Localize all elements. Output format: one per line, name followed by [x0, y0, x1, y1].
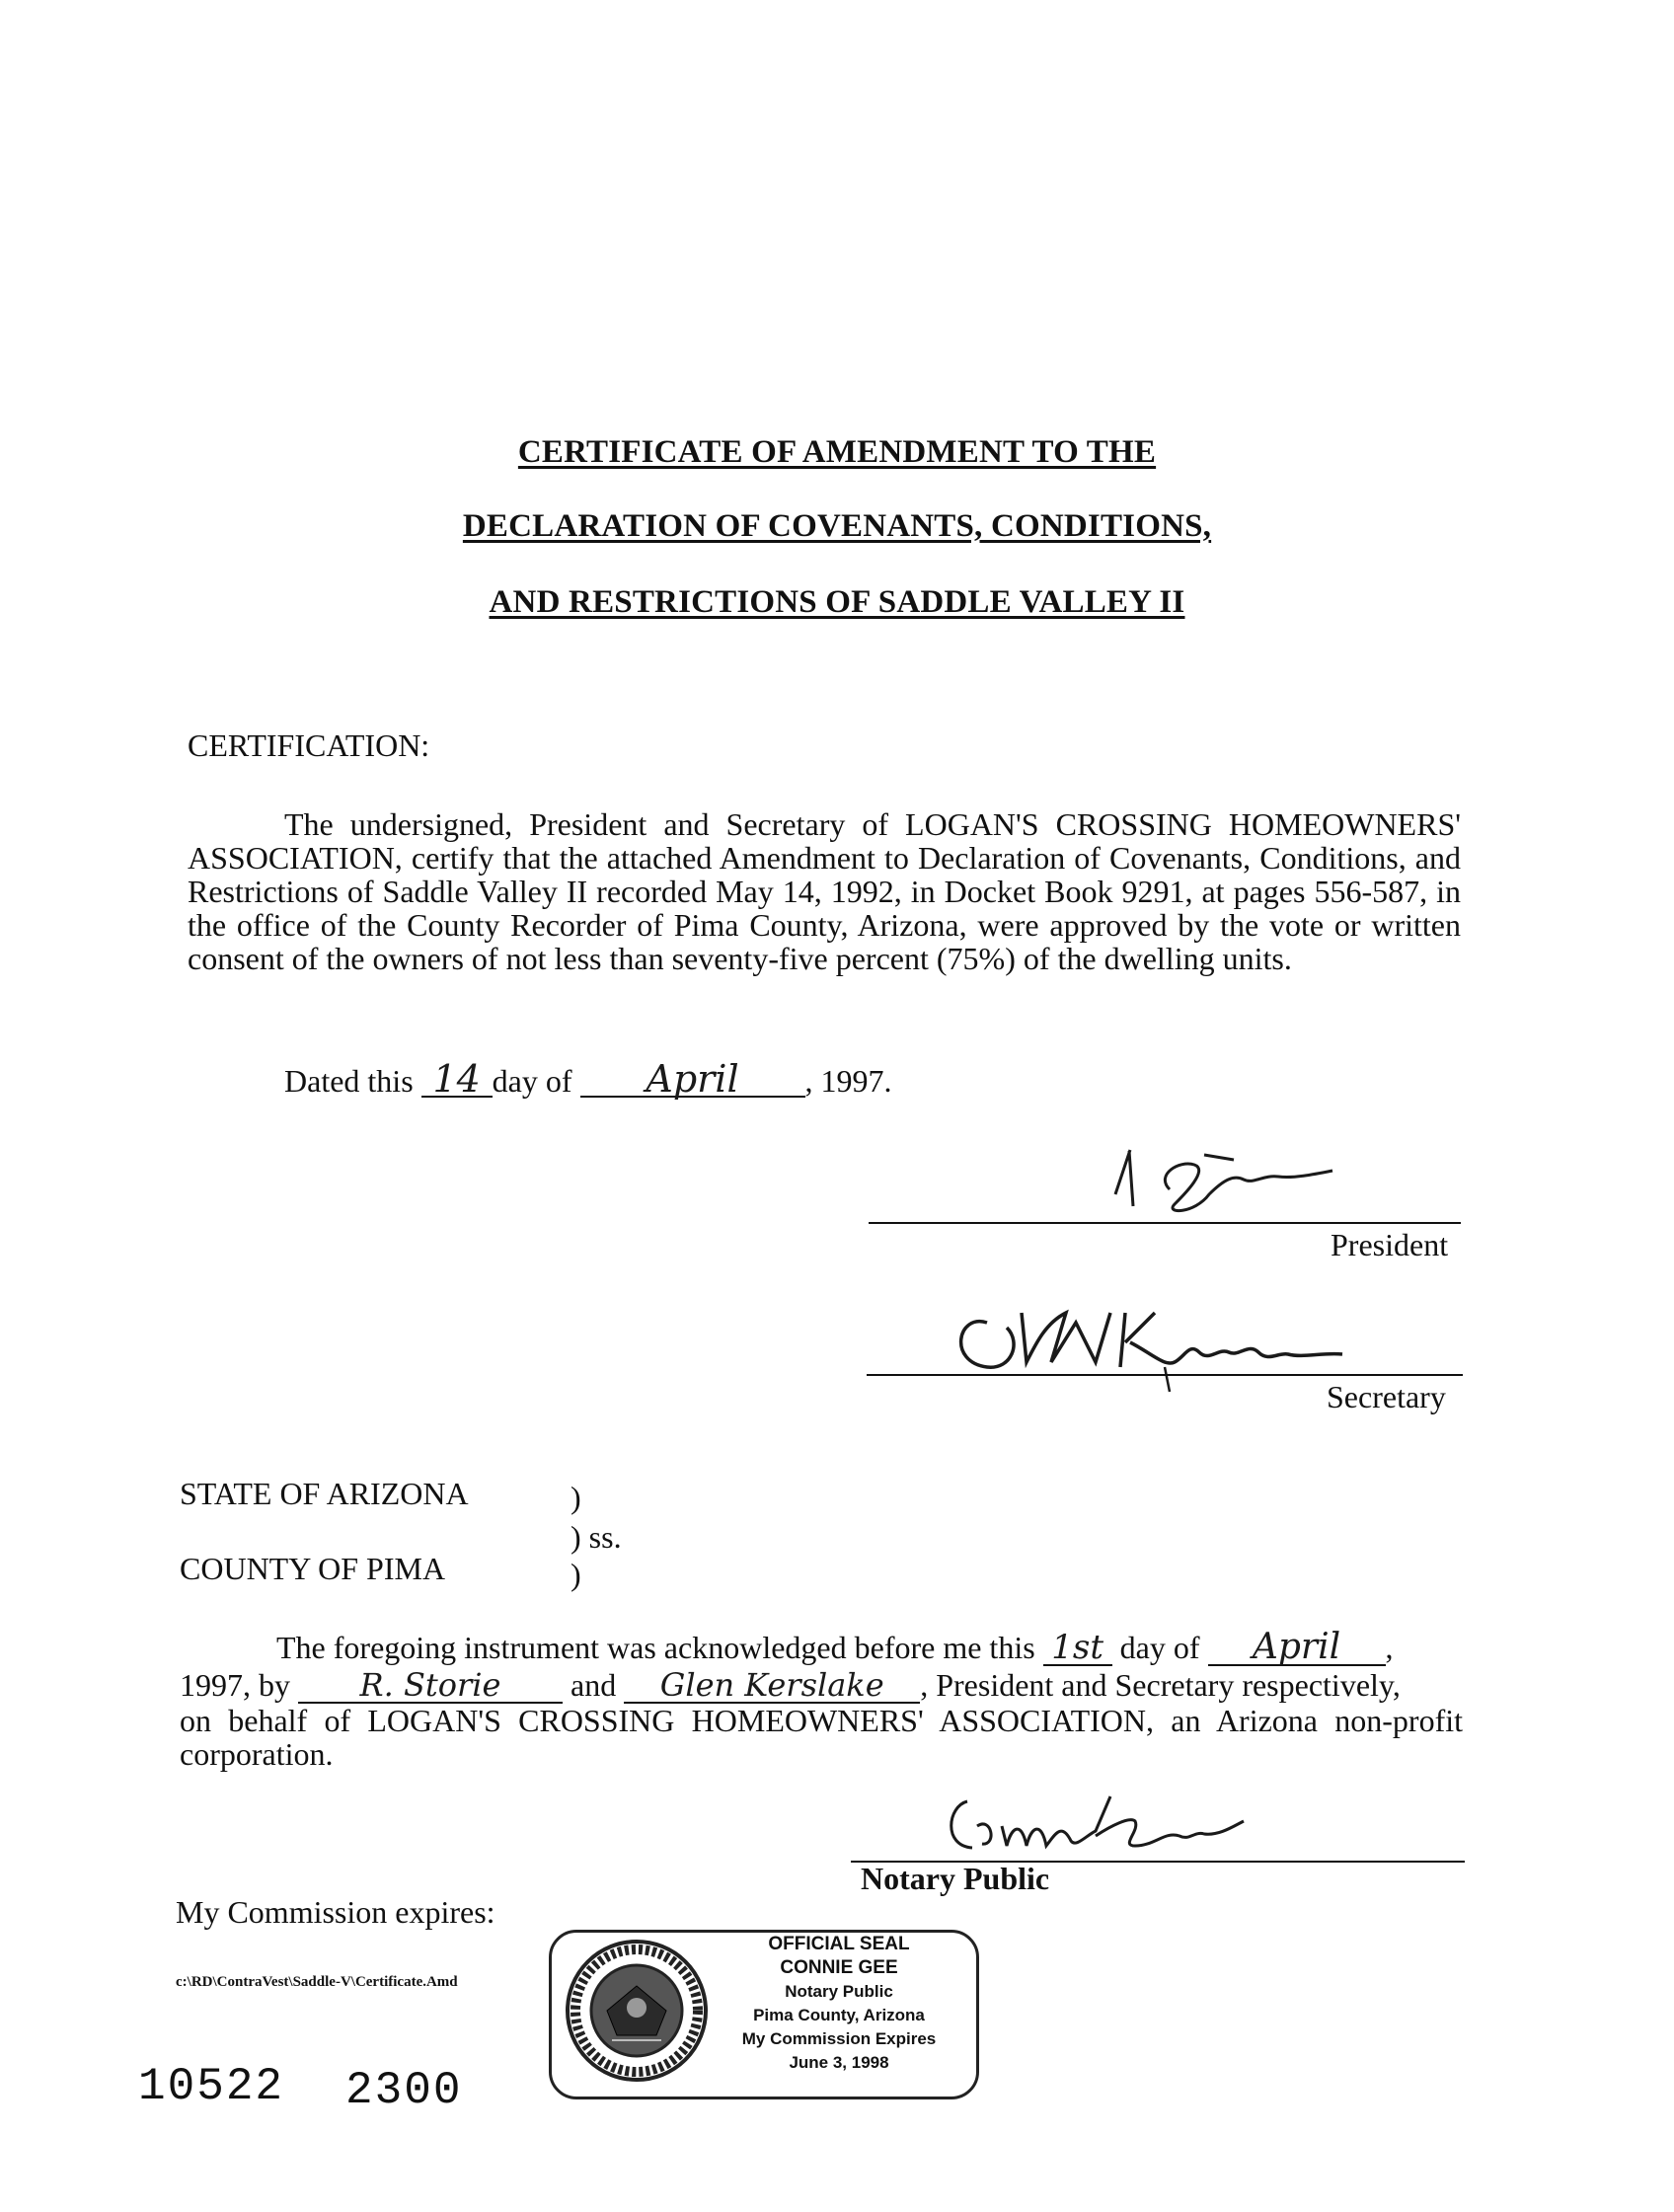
ack-part5: and	[571, 1667, 617, 1703]
secretary-signature-line	[867, 1374, 1463, 1376]
ack-part3: ,	[1385, 1630, 1394, 1665]
president-signature-line	[869, 1222, 1461, 1224]
ack-month-handwritten: April	[1208, 1631, 1386, 1666]
president-label: President	[1331, 1227, 1449, 1262]
venue-paren-2: )	[571, 1557, 581, 1592]
commission-label: My Commission expires:	[176, 1894, 495, 1930]
title-line-1: CERTIFICATE OF AMENDMENT TO THE	[517, 434, 1157, 470]
acknowledgment-line-3: on behalf of LOGAN'S CROSSING HOMEOWNERS' ASSOCIATION, an Arizona non-profit corporation.	[180, 1703, 1463, 1772]
acknowledgment-line-1	[276, 1627, 1394, 1667]
seal-line-5: My Commission Expires	[741, 2029, 937, 2048]
seal-line-1: OFFICIAL SEAL	[768, 1934, 910, 1954]
seal-line-6: June 3, 1998	[789, 2053, 889, 2072]
secretary-label: Secretary	[1327, 1379, 1446, 1414]
page-number: 2300	[345, 2065, 463, 2116]
certification-paragraph	[188, 807, 1461, 975]
file-path: c:\RD\ContraVest\Saddle-V\Certificate.Amd	[176, 1974, 458, 1990]
certification-heading: CERTIFICATION:	[188, 727, 430, 763]
certification-text: The undersigned, President and Secretary of LOGAN'S CROSSING HOMEOWNERS' ASSOCIATION, certify that the attached Amendment to Declaration of Covenants, Conditions, and Restrictions of Saddle Valley II recorded May 14, 1992, in Docket Book 9291, at pages 556-587, in the office of the County Recorder of Pima County, Arizona, were approved by the vote or written consent of the owners of not less than seventy-five percent (75%) of the dwelling units.	[188, 806, 1461, 976]
dated-suffix: , 1997.	[804, 1063, 892, 1099]
notary-signature	[938, 1777, 1263, 1866]
title-line-2: DECLARATION OF COVENANTS, CONDITIONS,	[462, 508, 1212, 544]
notary-label: Notary Public	[861, 1861, 1050, 1896]
ack-day-handwritten: 1st	[1043, 1631, 1112, 1666]
docket-number: 10522	[138, 2061, 285, 2112]
seal-text-block	[711, 1933, 967, 2075]
venue-paren-1: )	[571, 1480, 581, 1515]
dated-day-handwritten: 14	[421, 1062, 493, 1098]
dated-month-handwritten: April	[580, 1062, 805, 1098]
acknowledgment-line-2	[180, 1668, 1401, 1704]
seal-line-4: Pima County, Arizona	[753, 2006, 925, 2024]
seal-line-2: CONNIE GEE	[780, 1957, 898, 1978]
ack-part6: , President and Secretary respectively,	[920, 1667, 1401, 1703]
dated-prefix: Dated this	[284, 1063, 414, 1099]
ack-name1-handwritten: R. Storie	[298, 1668, 563, 1704]
venue-ss: ) ss.	[571, 1519, 622, 1555]
title-line-3: AND RESTRICTIONS OF SADDLE VALLEY II	[489, 584, 1185, 620]
ack-part2: day of	[1119, 1630, 1200, 1665]
arizona-state-seal-icon	[563, 1937, 711, 2085]
dated-middle: day of	[492, 1063, 572, 1099]
venue-state: STATE OF ARIZONA	[180, 1476, 469, 1511]
ack-name2-handwritten: Glen Kerslake	[624, 1668, 920, 1704]
dated-line	[284, 1057, 892, 1101]
ack-part4: 1997, by	[180, 1667, 290, 1703]
ack-part1: The foregoing instrument was acknowledged before me this	[276, 1630, 1035, 1665]
venue-county: COUNTY OF PIMA	[180, 1551, 446, 1586]
seal-line-3: Notary Public	[785, 1982, 893, 2001]
